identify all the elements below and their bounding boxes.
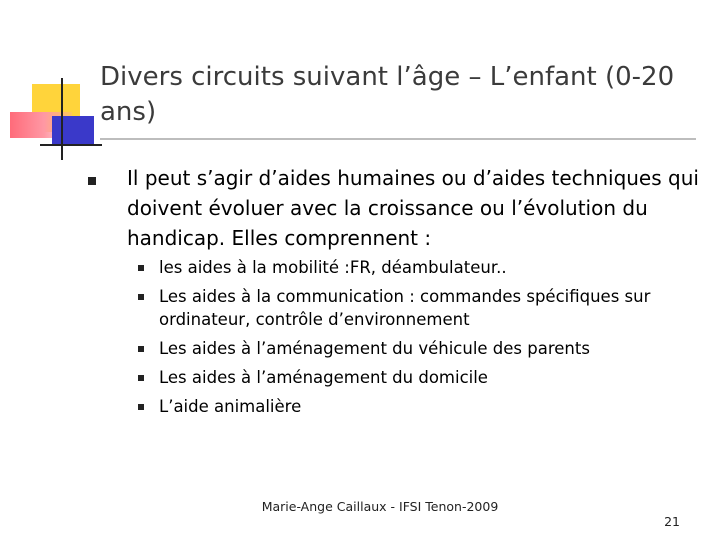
bullet-icon [138,404,144,410]
bullet-icon [138,265,144,271]
bullet-icon [138,375,144,381]
slide-title: Divers circuits suivant l’âge – L’enfant (0-20 ans) [100,62,675,127]
main-bullet-icon [88,177,96,185]
sub-bullet-item [138,253,698,282]
sub-bullet-text: L’aide animalière [159,397,302,416]
logo-blue-square [52,116,94,144]
sub-bullet-text: Les aides à la communication : commandes spécifiques sur ordinateur, contrôle d’environnement [159,287,651,329]
slide-footer: Marie-Ange Caillaux - IFSI Tenon-2009 [261,499,499,514]
title-underline [100,138,696,140]
sub-bullet-item [138,363,698,392]
sub-bullet-text: Les aides à l’aménagement du véhicule des parents [159,339,590,358]
sub-bullet-item [138,334,698,363]
sub-bullet-text: Les aides à l’aménagement du domicile [159,368,488,387]
bullet-icon [138,346,144,352]
sub-bullet-text: les aides à la mobilité :FR, déambulateur.. [159,258,507,277]
sub-bullet-list [138,253,698,421]
sub-bullet-item [138,282,698,334]
page-number: 21 [664,514,680,529]
logo-vertical-line [61,78,63,160]
main-bullet-text: Il peut s’agir d’aides humaines ou d’aides techniques qui doivent évoluer avec la croissance ou l’évolution du handicap. Elles comprennent : [127,166,699,250]
sub-bullet-item [138,392,698,421]
bullet-icon [138,294,144,300]
logo-horizontal-line [40,144,102,146]
